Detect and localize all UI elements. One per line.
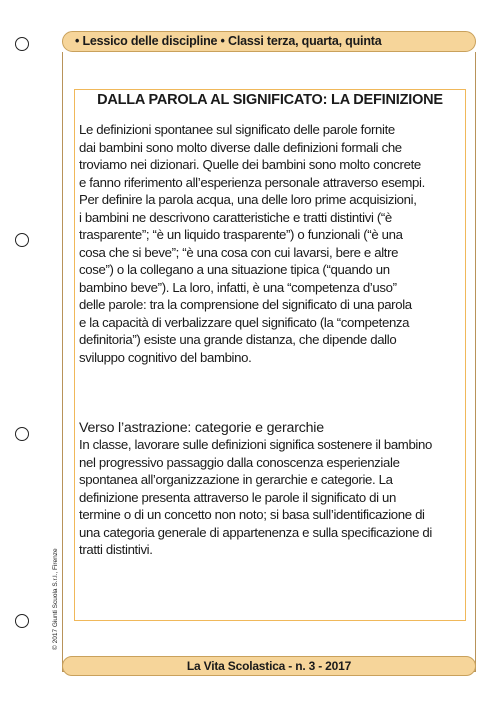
paragraph-1-line: i bambini ne descrivono caratteristiche e tratti distintivi (“è	[79, 209, 392, 225]
paragraph-1-line: Le definizioni spontanee sul significato delle parole fornite	[79, 122, 395, 137]
paragraph-1-line: e fanno riferimento all’esperienza personale attraverso esempi.	[79, 174, 425, 190]
paragraph-1-line: trasparente”; “è un liquido trasparente”) o funzionali (“è una	[79, 227, 403, 242]
paragraph-2-line: In classe, lavorare sulle definizioni significa sostenere il bambino	[79, 437, 432, 452]
paragraph-2	[79, 436, 463, 559]
paragraph-2-line: tratti distintivi.	[79, 542, 153, 557]
paragraph-2-line: nel progressivo passaggio dalla conoscenza esperienziale	[79, 454, 400, 470]
paragraph-1-line: dai bambini sono molto diverse dalle definizioni formali che	[79, 139, 402, 155]
section-subtitle: Verso l’astrazione: categorie e gerarchie	[79, 420, 324, 436]
binder-hole-2	[15, 233, 29, 247]
paragraph-2-line: termine o di un concetto non noto; si basa sull’identificazione di	[79, 507, 425, 522]
footer-band: La Vita Scolastica - n. 3 - 2017	[62, 656, 476, 676]
paragraph-1-line: delle parole: tra la comprensione del significato di una parola	[79, 297, 412, 312]
paragraph-1	[79, 121, 463, 366]
paragraph-1-line: definitoria”) esiste una grande distanza, che dipende dallo	[79, 332, 397, 347]
paragraph-1-line: e la capacità di verbalizzare quel significato (la “competenza	[79, 314, 410, 330]
copyright-note: © 2017 Giunti Scuola S.r.l., Firenze	[52, 548, 59, 650]
content-card	[74, 89, 466, 621]
binder-hole-3	[15, 427, 29, 441]
binder-hole-4	[15, 614, 29, 628]
paragraph-1-line: Per definire la parola acqua, una delle loro prime acquisizioni,	[79, 192, 417, 207]
paragraph-1-line: troviamo nei dizionari. Quelle dei bambini sono molto concrete	[79, 157, 421, 172]
paragraph-1-line: bambino beve”). La loro, infatti, è una “competenza d’uso”	[79, 279, 397, 295]
paragraph-2-line: una categoria generale di appartenenza e sulla specificazione di	[79, 524, 432, 540]
paragraph-2-line: spontanea all’organizzazione in gerarchie e categorie. La	[79, 472, 393, 487]
binder-hole-1	[15, 37, 29, 51]
paragraph-2-line: definizione presenta attraverso le parole il significato di un	[79, 489, 396, 505]
paragraph-1-line: sviluppo cognitivo del bambino.	[79, 349, 252, 365]
paragraph-1-line: cosa che si beve”; “è una cosa con cui lavarsi, bere e altre	[79, 244, 399, 260]
card-title: DALLA PAROLA AL SIGNIFICATO: LA DEFINIZIONE	[97, 92, 443, 108]
paragraph-1-line: cose”) o la collegano a una situazione tipica (“quando un	[79, 262, 390, 277]
header-band: • Lessico delle discipline • Classi terza, quarta, quinta	[62, 31, 476, 52]
